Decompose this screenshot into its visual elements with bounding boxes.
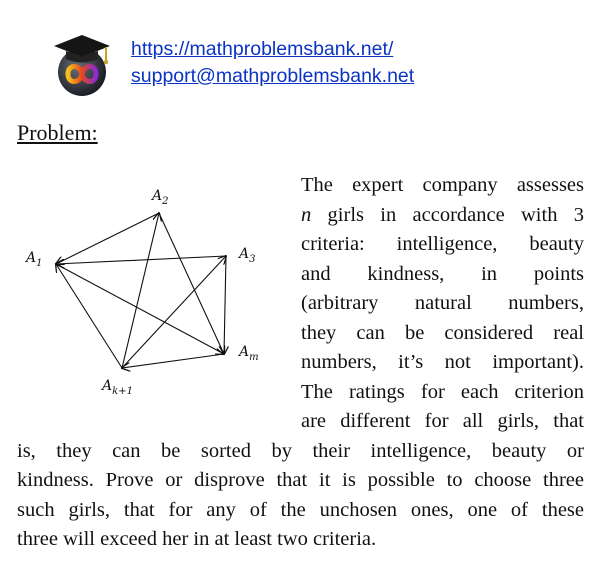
edge-a2-a1 — [56, 213, 159, 264]
text-line: and kindness, in points — [301, 262, 584, 285]
text-line: such girls, that for any of the unchosen ones, one of these — [17, 498, 584, 521]
arrow-diagram — [18, 176, 298, 406]
graduation-cap-infinity-icon — [46, 28, 118, 100]
support-email-link[interactable]: support@mathproblemsbank.net — [131, 65, 415, 87]
edge-a1-am — [56, 264, 224, 354]
text-line: kindness. Prove or disprove that it is possible to choose three — [17, 469, 584, 491]
edge-am-ak1 — [122, 354, 224, 368]
text-line-with-var-n — [301, 201, 584, 231]
text-line: The ratings for each criterion — [301, 380, 584, 403]
label-a2: $A_2$ — [152, 188, 169, 207]
text-line: (arbitrary natural numbers, — [301, 292, 584, 314]
var-n: n — [301, 203, 312, 226]
edge-ak1-a2 — [122, 213, 159, 368]
edge-a2-am — [159, 213, 224, 354]
text-line: are different for all girls, that — [301, 410, 584, 432]
text-line: criteria: intelligence, beauty — [301, 233, 584, 255]
site-header — [46, 28, 566, 100]
text-line: is, they can be sorted by their intelligence, beauty or — [17, 439, 584, 462]
label-ak1: $A_{k+1}$ — [102, 378, 133, 397]
text-line: they can be considered real — [301, 321, 584, 344]
edge-ak1-a1 — [56, 264, 122, 368]
text-line-rest: girls in accordance with 3 — [311, 203, 584, 226]
edge-a3-a1 — [56, 256, 226, 264]
label-am: $A_m$ — [239, 344, 259, 363]
label-a3: $A_3$ — [239, 246, 256, 265]
text-line: The expert company assesses — [301, 174, 584, 196]
text-line: numbers, it’s not important). — [301, 351, 584, 373]
edge-a3-am — [224, 256, 226, 354]
text-line: three will exceed her in at least two criteria. — [17, 528, 377, 550]
problem-heading: Problem: — [17, 120, 98, 145]
site-link[interactable]: https://mathproblemsbank.net/ — [131, 38, 394, 60]
edge-ak1-a3 — [122, 256, 226, 368]
label-a1: $A_1$ — [26, 250, 43, 269]
